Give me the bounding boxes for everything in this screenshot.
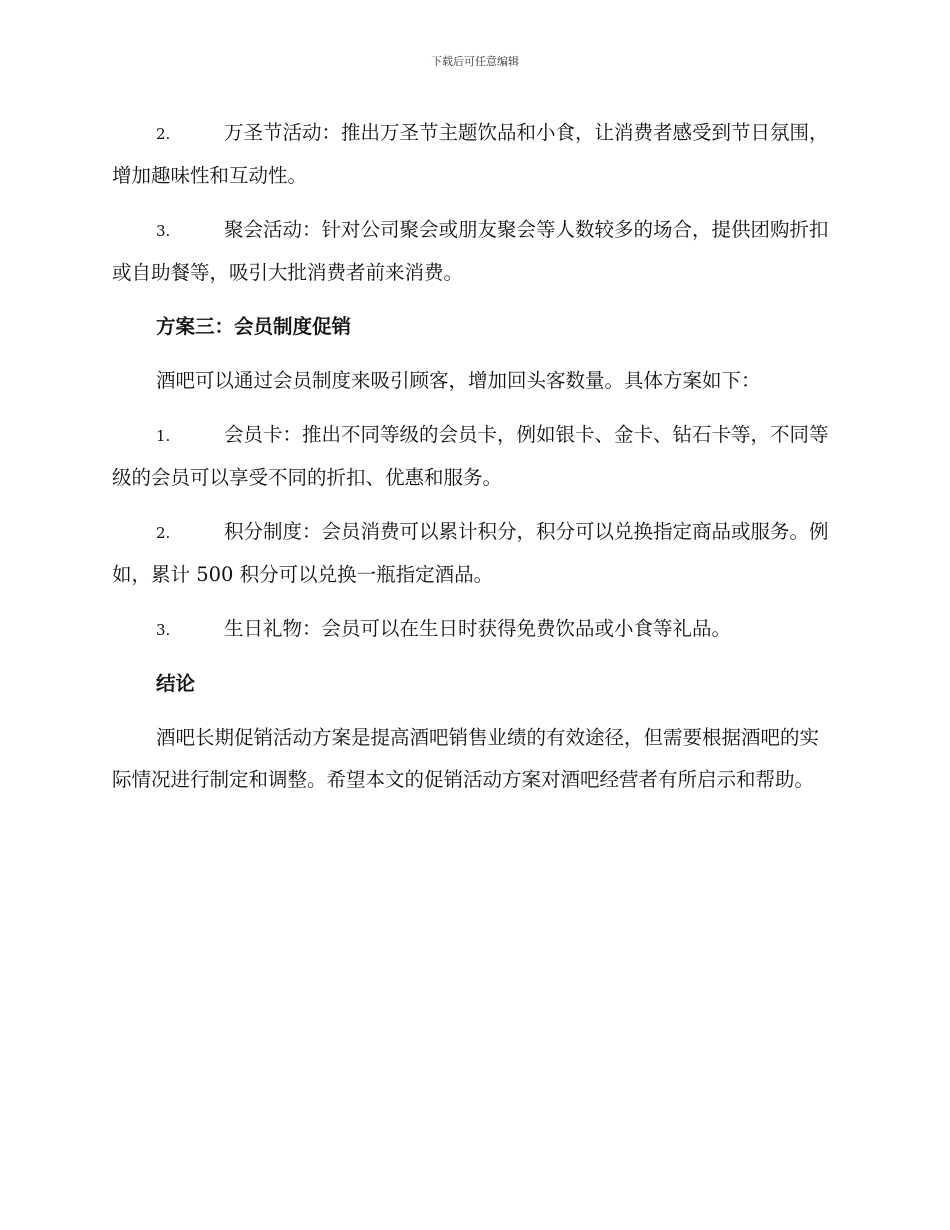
list-number: 3. bbox=[156, 621, 171, 639]
document-body bbox=[112, 112, 836, 813]
list-item-points bbox=[112, 511, 836, 596]
section-heading-conclusion: 结论 bbox=[156, 672, 196, 695]
list-text: 万圣节活动：推出万圣节主题饮品和小食，让消费者感受到节日氛围，增加趣味性和互动性。 bbox=[112, 121, 829, 187]
list-number: 1. bbox=[156, 427, 171, 445]
list-number: 2. bbox=[156, 524, 171, 542]
list-text: 积分制度：会员消费可以累计积分，积分可以兑换指定商品或服务。例如，累计 500 积分可以兑换一瓶指定酒品。 bbox=[112, 520, 829, 586]
list-item-birthday bbox=[112, 608, 836, 651]
list-text: 生日礼物：会员可以在生日时获得免费饮品或小食等礼品。 bbox=[224, 617, 732, 640]
list-text: 会员卡：推出不同等级的会员卡，例如银卡、金卡、钻石卡等，不同等级的会员可以享受不同的折扣、优惠和服务。 bbox=[112, 423, 829, 489]
list-item-party bbox=[112, 209, 836, 294]
paragraph-conclusion: 酒吧长期促销活动方案是提高酒吧销售业绩的有效途径，但需要根据酒吧的实际情况进行制定和调整。希望本文的促销活动方案对酒吧经营者有所启示和帮助。 bbox=[112, 726, 820, 791]
list-item-halloween bbox=[112, 112, 836, 197]
paragraph-membership-intro: 酒吧可以通过会员制度来吸引顾客，增加回头客数量。具体方案如下： bbox=[156, 369, 761, 392]
list-number: 3. bbox=[156, 222, 171, 240]
list-number: 2. bbox=[156, 125, 171, 143]
list-item-member-card bbox=[112, 414, 836, 499]
section-heading-plan-three: 方案三：会员制度促销 bbox=[156, 315, 352, 338]
list-text: 聚会活动：针对公司聚会或朋友聚会等人数较多的场合，提供团购折扣或自助餐等，吸引大批消费者前来消费。 bbox=[112, 218, 829, 284]
page-header: 下载后可任意编辑 bbox=[431, 55, 519, 68]
